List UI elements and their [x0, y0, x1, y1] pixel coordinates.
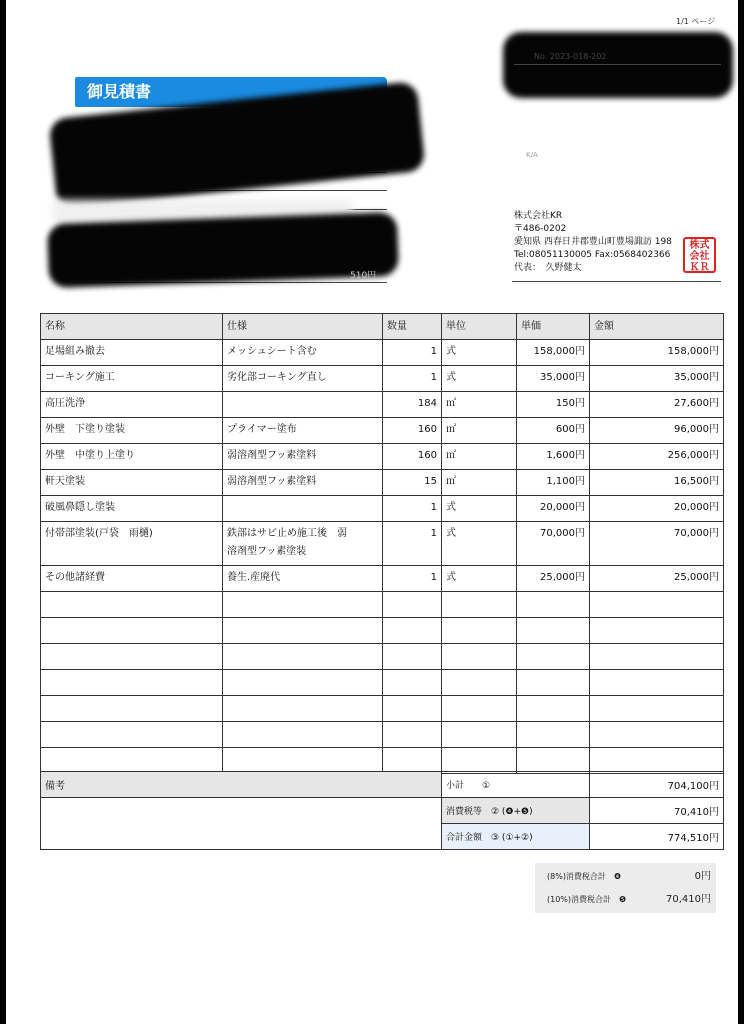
item-qty: 1: [383, 522, 442, 566]
empty-cell: [41, 722, 223, 748]
empty-table-row: [41, 696, 724, 722]
empty-cell: [383, 644, 442, 670]
item-unit: ㎡: [442, 444, 517, 470]
table-row: [41, 522, 724, 566]
item-price: 35,000円: [517, 366, 590, 392]
column-header-unit: 単位: [442, 314, 517, 340]
item-unit: ㎡: [442, 470, 517, 496]
column-header-price: 単価: [517, 314, 590, 340]
item-price: 1,600円: [517, 444, 590, 470]
summary-table: [40, 771, 724, 850]
item-price: 70,000円: [517, 522, 590, 566]
tax-8-value: 0円: [694, 871, 711, 882]
item-qty: 1: [383, 566, 442, 592]
empty-cell: [517, 644, 590, 670]
tax-label: 消費税等 ② (❹+❺): [442, 798, 590, 824]
empty-cell: [223, 670, 383, 696]
item-amount: 256,000円: [590, 444, 724, 470]
item-spec: [223, 496, 383, 522]
empty-cell: [223, 592, 383, 618]
empty-cell: [223, 722, 383, 748]
item-name: コーキング施工: [41, 366, 223, 392]
item-unit: 式: [442, 496, 517, 522]
table-row: [41, 566, 724, 592]
table-row: [41, 340, 724, 366]
redaction-block-top-right: [503, 32, 733, 98]
empty-cell: [590, 618, 724, 644]
subtotal-row: [41, 772, 724, 798]
tax-value: 70,410円: [590, 798, 724, 824]
small-logo: K/A: [526, 151, 538, 159]
document-number: No. 2023-018-202: [534, 52, 607, 61]
empty-cell: [442, 592, 517, 618]
item-qty: 184: [383, 392, 442, 418]
empty-cell: [590, 748, 724, 774]
item-name: その他諸経費: [41, 566, 223, 592]
empty-table-row: [41, 722, 724, 748]
table-row: [41, 366, 724, 392]
item-unit: 式: [442, 366, 517, 392]
column-header-amount: 金額: [590, 314, 724, 340]
table-row: [41, 392, 724, 418]
table-header-row: [41, 314, 724, 340]
item-qty: 15: [383, 470, 442, 496]
tax-row: [41, 798, 724, 824]
empty-cell: [41, 592, 223, 618]
empty-cell: [590, 696, 724, 722]
item-name: 外壁 下塗り塗装: [41, 418, 223, 444]
empty-cell: [442, 722, 517, 748]
empty-cell: [590, 592, 724, 618]
empty-cell: [383, 748, 442, 774]
item-spec: 劣化部コーキング直し: [223, 366, 383, 392]
empty-cell: [383, 696, 442, 722]
item-spec: 弱溶剤型フッ素塗料: [223, 444, 383, 470]
item-qty: 1: [383, 366, 442, 392]
empty-cell: [442, 670, 517, 696]
empty-table-row: [41, 670, 724, 696]
tax-breakdown-row: [535, 867, 716, 887]
item-price: 25,000円: [517, 566, 590, 592]
empty-cell: [442, 696, 517, 722]
empty-table-row: [41, 644, 724, 670]
estimate-document: [6, 0, 738, 1024]
item-name: 破風鼻隠し塗装: [41, 496, 223, 522]
empty-cell: [223, 748, 383, 774]
item-amount: 35,000円: [590, 366, 724, 392]
column-header-name: 名称: [41, 314, 223, 340]
empty-cell: [590, 644, 724, 670]
empty-cell: [223, 644, 383, 670]
item-spec: 養生.産廃代: [223, 566, 383, 592]
empty-cell: [442, 748, 517, 774]
item-amount: 158,000円: [590, 340, 724, 366]
empty-cell: [590, 670, 724, 696]
empty-cell: [517, 748, 590, 774]
grand-total-value: 774,510円: [590, 824, 724, 850]
redaction-block-total: [47, 212, 399, 288]
company-representative: 代表： 久野健太: [514, 263, 582, 273]
item-unit: ㎡: [442, 392, 517, 418]
column-header-spec: 仕様: [223, 314, 383, 340]
empty-cell: [223, 696, 383, 722]
company-name: 株式会社KR: [514, 211, 563, 221]
item-unit: 式: [442, 340, 517, 366]
empty-cell: [41, 748, 223, 774]
subtotal-label: 小計 ①: [442, 772, 590, 798]
empty-cell: [590, 722, 724, 748]
item-spec: プライマー塗布: [223, 418, 383, 444]
empty-cell: [383, 592, 442, 618]
empty-table-row: [41, 592, 724, 618]
item-amount: 96,000円: [590, 418, 724, 444]
item-name: 外壁 中塗り上塗り: [41, 444, 223, 470]
empty-cell: [383, 722, 442, 748]
item-qty: 160: [383, 444, 442, 470]
empty-table-row: [41, 618, 724, 644]
item-unit: 式: [442, 522, 517, 566]
total-amount-fragment: 510円: [350, 271, 377, 281]
subtotal-value: 704,100円: [590, 772, 724, 798]
item-price: 158,000円: [517, 340, 590, 366]
empty-cell: [517, 670, 590, 696]
table-row: [41, 496, 724, 522]
tax-breakdown-row: [535, 890, 716, 910]
item-amount: 70,000円: [590, 522, 724, 566]
item-price: 1,100円: [517, 470, 590, 496]
empty-cell: [41, 644, 223, 670]
column-header-qty: 数量: [383, 314, 442, 340]
company-postal: 〒486-0202: [514, 224, 567, 234]
remarks-label: 備考: [41, 772, 442, 798]
item-qty: 1: [383, 496, 442, 522]
item-unit: 式: [442, 566, 517, 592]
tax-breakdown: [535, 863, 716, 913]
item-name: 高圧洗浄: [41, 392, 223, 418]
item-qty: 160: [383, 418, 442, 444]
remarks-content: [41, 798, 442, 850]
representative-underline: [512, 281, 721, 282]
empty-cell: [41, 670, 223, 696]
table-row: [41, 470, 724, 496]
empty-cell: [442, 644, 517, 670]
item-spec: 鉄部はサビ止め施工後 弱 溶剤型フッ素塗装: [223, 522, 383, 566]
item-name: 付帯部塗装(戸袋 雨樋): [41, 522, 223, 566]
item-unit: ㎡: [442, 418, 517, 444]
item-spec: メッシュシート含む: [223, 340, 383, 366]
estimate-items-table: [40, 313, 724, 774]
empty-cell: [517, 696, 590, 722]
item-spec: [223, 392, 383, 418]
empty-cell: [442, 618, 517, 644]
item-amount: 25,000円: [590, 566, 724, 592]
document-title: 御見積書: [75, 77, 387, 107]
item-qty: 1: [383, 340, 442, 366]
empty-cell: [383, 670, 442, 696]
document-number-underline: [514, 64, 721, 65]
grand-total-label: 合計金額 ③ (①+②): [442, 824, 590, 850]
empty-table-row: [41, 748, 724, 774]
empty-cell: [41, 696, 223, 722]
item-price: 20,000円: [517, 496, 590, 522]
item-price: 600円: [517, 418, 590, 444]
empty-cell: [517, 592, 590, 618]
company-seal: 株式 会社 ＫＲ: [683, 237, 716, 273]
item-name: 軒天塗装: [41, 470, 223, 496]
tax-8-label: (8%)消費税合計 ❹: [547, 872, 622, 881]
page-indicator: 1/1 ページ: [676, 17, 716, 26]
empty-cell: [383, 618, 442, 644]
empty-cell: [223, 618, 383, 644]
item-name: 足場組み撤去: [41, 340, 223, 366]
empty-cell: [517, 618, 590, 644]
tax-10-label: (10%)消費税合計 ❺: [547, 895, 627, 904]
empty-cell: [41, 618, 223, 644]
tax-10-value: 70,410円: [666, 894, 711, 905]
table-row: [41, 444, 724, 470]
empty-cell: [517, 722, 590, 748]
item-price: 150円: [517, 392, 590, 418]
item-amount: 16,500円: [590, 470, 724, 496]
company-info: [514, 210, 672, 275]
item-amount: 27,600円: [590, 392, 724, 418]
table-row: [41, 418, 724, 444]
item-amount: 20,000円: [590, 496, 724, 522]
item-spec: 弱溶剤型フッ素塗料: [223, 470, 383, 496]
company-contact: Tel:08051130005 Fax:0568402366: [514, 250, 671, 260]
company-address: 愛知県 西春日井郡豊山町豊場諏訪 198: [514, 237, 672, 247]
